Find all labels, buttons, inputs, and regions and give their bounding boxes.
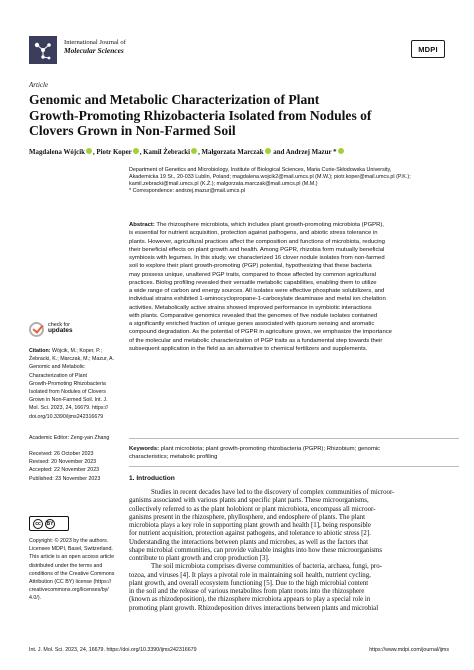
- check-for-updates-text: [48, 322, 73, 335]
- title-line: Genomic and Metabolic Characterization of Plant: [29, 92, 320, 107]
- date-accepted: Accepted: 22 November 2023: [29, 467, 100, 474]
- affiliation-line: Akademicka 19 St., 20-033 Lublin, Poland; magdalena.wojcik2@mail.umcs.pl (M.W.); piotr.koper@mail.umcs.pl (P.K.);: [129, 174, 411, 181]
- abstract-line: [129, 254, 459, 262]
- citation-line: [29, 396, 123, 404]
- license-line-text: Copyright: © 2023 by the authors.: [29, 538, 109, 544]
- license-line: [29, 545, 123, 553]
- license-line: [29, 553, 123, 561]
- affiliation-block: [129, 167, 459, 195]
- intro-line-text: ganisms associated with various plants and specific plant parts. These microorganisms,: [129, 497, 369, 505]
- license-line: [29, 586, 123, 594]
- intro-line-text: tozoa, and viruses [4]. It plays a pivotal role in maintaining soil health, nutrient cycling,: [129, 571, 371, 579]
- license-line: [29, 594, 123, 602]
- abstract-line-text: individual strains exhibited 1-aminocyclopropane-1-carboxylate deaminase and metal ion chelation: [129, 296, 386, 303]
- abstract-line: [129, 287, 459, 295]
- intro-line-text: Understanding the interactions between plants and microbes, as well as the factors that: [129, 538, 368, 546]
- date-revised: Revised: 20 November 2023: [29, 459, 97, 466]
- abstract: [129, 221, 459, 353]
- author-name[interactable]: Kamil Żebracki: [143, 149, 191, 156]
- citation-line-text: Isolated from Nodules of Clovers: [29, 389, 106, 396]
- intro-line-text: collectively referred to as the plant holobiont or plant microbiota, encompass all microor-: [129, 505, 376, 513]
- journal-logo: [29, 36, 57, 64]
- author-name[interactable]: Magdalena Wójcik: [29, 149, 85, 156]
- intro-line-text: plant growth, and overall ecosystem functioning [5]. Due to the high microbial content: [129, 579, 369, 587]
- abstract-line: [129, 221, 459, 229]
- abstract-line: [129, 279, 459, 287]
- abstract-line-text: a wide range of carbon and energy sources. All isolates were effective phosphate solubilizers, and: [129, 288, 385, 294]
- citation-line: [29, 355, 123, 363]
- footer-citation: Int. J. Mol. Sci. 2023, 24, 16679. https://doi.org/10.3390/ijms242316679: [29, 647, 197, 653]
- orcid-icon[interactable]: [86, 148, 92, 154]
- citation-line-text: Grown in Non-Farmed Soil. Int. J.: [29, 397, 108, 404]
- date-published: Published: 23 November 2023: [29, 475, 101, 482]
- license-line: [29, 537, 123, 545]
- abstract-line: [129, 238, 459, 246]
- intro-line: [129, 489, 459, 497]
- license-line-text: Licensee MDPI, Basel, Switzerland.: [29, 546, 113, 553]
- cc-license-badge[interactable]: [29, 516, 69, 531]
- citation-line-text: Characterization of Plant: [29, 372, 88, 379]
- intro-line: [129, 588, 459, 596]
- intro-line-text: promoting plant growth. Rhizodeposition drives interactions between plants and microbial: [129, 604, 379, 612]
- intro-line-text: (known as rhizodeposition), the rhizosphere microbiota appears to play a special role in: [129, 596, 371, 604]
- citation-line-text: doi.org/10.3390/ijms242316679: [29, 413, 104, 420]
- orcid-icon[interactable]: [265, 148, 271, 154]
- academic-editor: [29, 434, 123, 442]
- intro-line-text: microbiota plays a key role in supporting plant growth and health [1], being responsible: [129, 522, 371, 529]
- citation-block: [29, 347, 123, 421]
- intro-line: [129, 596, 459, 604]
- abstract-line: [129, 328, 459, 336]
- abstract-line-text: compound degradation. As the potential of PGPR in agriculture grows, we emphasize the importance: [129, 329, 392, 336]
- abstract-line-text: activities. Metabolically active strains showed improved performance in symbiotic interactions: [129, 304, 372, 311]
- abstract-line-text: symbiosis with legumes. In this study, we characterized 16 clover nodule isolates from non-farmed: [129, 255, 385, 261]
- intro-line: [129, 580, 459, 588]
- citation-line: [29, 380, 123, 388]
- abstract-line-text: subsequent application in the field as an alternative to chemical fertilizers and supplements.: [129, 345, 368, 352]
- check-icon: [29, 322, 44, 337]
- keywords-line: characteristics; metabolic profiling: [129, 454, 218, 461]
- abstract-line: [129, 320, 459, 328]
- journal-name: [64, 39, 126, 55]
- intro-line: [129, 572, 459, 580]
- abstract-line: [129, 312, 459, 320]
- citation-line-text: Growth-Promoting Rhizobacteria: [29, 380, 106, 387]
- intro-line-text: ganisms present in the rhizosphere, phyllosphere, and endosphere of plants. The plant: [129, 513, 366, 521]
- abstract-line: [129, 345, 459, 353]
- abstract-line-label: Abstract:: [129, 222, 155, 228]
- check-for-updates-badge[interactable]: [29, 320, 89, 342]
- license-line-text: 4.0/).: [29, 595, 42, 602]
- orcid-icon[interactable]: [338, 148, 344, 154]
- abstract-line: [129, 337, 459, 345]
- abstract-line-text: soil to explore their plant growth-promoting (PGP) potential, hypothesizing that these bacteria: [129, 263, 372, 270]
- journal-name-line1: International Journal of: [64, 39, 126, 46]
- academic-editor-text: Academic Editor: Zeng-yan Zhang: [29, 435, 110, 441]
- citation-line: [29, 388, 123, 396]
- paper-title: [29, 92, 459, 139]
- abstract-line: [129, 246, 459, 254]
- introduction-text: [129, 489, 459, 613]
- author-name[interactable]: Piotr Koper: [96, 149, 132, 156]
- intro-line: [129, 530, 459, 538]
- abstract-line-text: of the molecular and metabolic characterization of PGP traits as a fundamental step towards their: [129, 337, 383, 344]
- affiliation-line: kamil.zebracki@mail.umcs.pl (K.Ż.); malgorzata.marczak@mail.umcs.pl (M.M.): [129, 181, 318, 188]
- abstract-line-text: is essential for nutrient acquisition, protection against pathogens, and abiotic stress tolerance in: [129, 230, 378, 237]
- date-received: Received: 26 October 2023: [29, 451, 94, 457]
- check-updates-line1: check for: [48, 322, 70, 328]
- license-line-text: creativecommons.org/licenses/by/: [29, 587, 109, 594]
- intro-line-text: shape microbial communities, can provide valuable insights into how these microorganisms: [129, 546, 383, 554]
- molecule-icon: [29, 36, 57, 64]
- author-name[interactable]: Małgorzata Marczak: [201, 149, 264, 156]
- license-line: [29, 578, 123, 586]
- license-line: [29, 570, 123, 578]
- correspondence-line: * Correspondence: andrzej.mazur@mail.umcs.pl: [129, 188, 246, 195]
- license-line-text: Attribution (CC BY) license (https://: [29, 579, 112, 586]
- abstract-line-text: practices. Biolog profiling revealed their versatile metabolic capabilities, enabling them to utilize: [129, 279, 377, 286]
- journal-name-line2: Molecular Sciences: [64, 46, 124, 55]
- section-divider: [129, 466, 459, 467]
- citation-line: [29, 404, 123, 412]
- citation-line: [29, 363, 123, 371]
- footer-journal-url[interactable]: https://www.mdpi.com/journal/ijms: [369, 647, 449, 653]
- keywords: [129, 445, 459, 461]
- keywords-label: Keywords:: [129, 446, 160, 452]
- license-line-text: conditions of the Creative Commons: [29, 570, 115, 577]
- intro-line-text: in the soil and the release of various metabolites from plant roots into the rhizosphere: [129, 588, 365, 595]
- abstract-line: [129, 304, 459, 312]
- intro-line: [129, 539, 459, 547]
- intro-line: [129, 547, 459, 555]
- intro-line: [129, 605, 459, 613]
- abstract-line-text: plants. However, agricultural practices affect the composition and functions of microbiota, reducing: [129, 238, 385, 245]
- intro-line: [129, 555, 459, 563]
- cc-icon: cc: [33, 519, 43, 529]
- intro-line: [129, 506, 459, 514]
- abstract-line: [129, 295, 459, 303]
- orcid-icon[interactable]: [133, 148, 139, 154]
- article-type: Article: [29, 81, 49, 89]
- intro-line-text: contribute to plant growth and crop production [3].: [129, 555, 270, 562]
- citation-line-text: Mol. Sci. 2023, 24, 16679. https://: [29, 405, 108, 412]
- intro-line-text: for nutrient acquisition, protection against pathogens, and tolerance to abiotic stress [2].: [129, 530, 371, 538]
- title-line: Clovers Grown in Non-Farmed Soil: [29, 123, 236, 139]
- keywords-line: plant microbiota; plant growth-promoting rhizobacteria (PGPR); Rhizobium; genomic: [160, 446, 381, 452]
- citation-line: [29, 347, 123, 355]
- section-heading: 1. Introduction: [129, 475, 175, 482]
- dates-block: [29, 450, 123, 483]
- intro-line: [129, 522, 459, 530]
- publisher-logo[interactable]: MDPI: [411, 40, 445, 58]
- author-list: Magdalena Wójcik , Piotr Koper , Kamil Żebracki , Małgorzata Marczak and Andrzej Mazur *: [29, 148, 459, 157]
- journal-header: [29, 36, 449, 64]
- by-icon: BY: [46, 520, 54, 527]
- license-line-text: distributed under the terms and: [29, 562, 103, 569]
- citation-line-text: Żebracki, K.; Marczak, M.; Mazur, A.: [29, 356, 115, 363]
- section-divider: [129, 438, 459, 439]
- abstract-line-text: The rhizosphere microbiota, which includes plant growth-promoting microbiota (PGPR),: [156, 222, 384, 228]
- abstract-line: [129, 271, 459, 279]
- abstract-line: [129, 229, 459, 237]
- citation-line-text: Wójcik, M.; Koper, P.;: [51, 348, 102, 354]
- abstract-line-text: their beneficial effects on plant growth and health. Among PGPR, rhizobia form mutually beneficial: [129, 246, 385, 253]
- license-line-text: This article is an open access article: [29, 554, 115, 561]
- check-updates-line2: updates: [48, 327, 73, 335]
- abstract-line-text: may possess unique, unaltered PGP traits, compared to those affected by common agricultural: [129, 271, 376, 278]
- intro-line-text: The soil microbiota comprises diverse communities of bacteria, archaea, fungi, pro-: [151, 563, 382, 571]
- title-line: Growth-Promoting Rhizobacteria Isolated from Nodules of: [29, 107, 372, 123]
- abstract-line: [129, 262, 459, 270]
- orcid-icon[interactable]: [191, 148, 197, 154]
- license-block: [29, 537, 123, 603]
- citation-line: [29, 413, 123, 421]
- intro-line: [129, 514, 459, 522]
- intro-line: [129, 563, 459, 571]
- license-line: [29, 562, 123, 570]
- intro-line: [129, 497, 459, 505]
- abstract-line-text: a significantly enriched fraction of unique genes associated with quorum sensing and aromatic: [129, 321, 375, 327]
- intro-line-text: Studies in recent decades have led to the discovery of complex communities of microor-: [151, 489, 395, 496]
- author-name[interactable]: Andrzej Mazur *: [285, 149, 337, 156]
- citation-line-label: Citation:: [29, 348, 51, 354]
- abstract-line-text: with plants. Comparative genomics revealed that the genomes of five nodule isolates contained: [129, 312, 378, 319]
- citation-line-text: Genomic and Metabolic: [29, 364, 85, 371]
- citation-line: [29, 372, 123, 380]
- affiliation-line: Department of Genetics and Microbiology, Institute of Biological Sciences, Maria Curie-Skłodowska University,: [129, 167, 392, 173]
